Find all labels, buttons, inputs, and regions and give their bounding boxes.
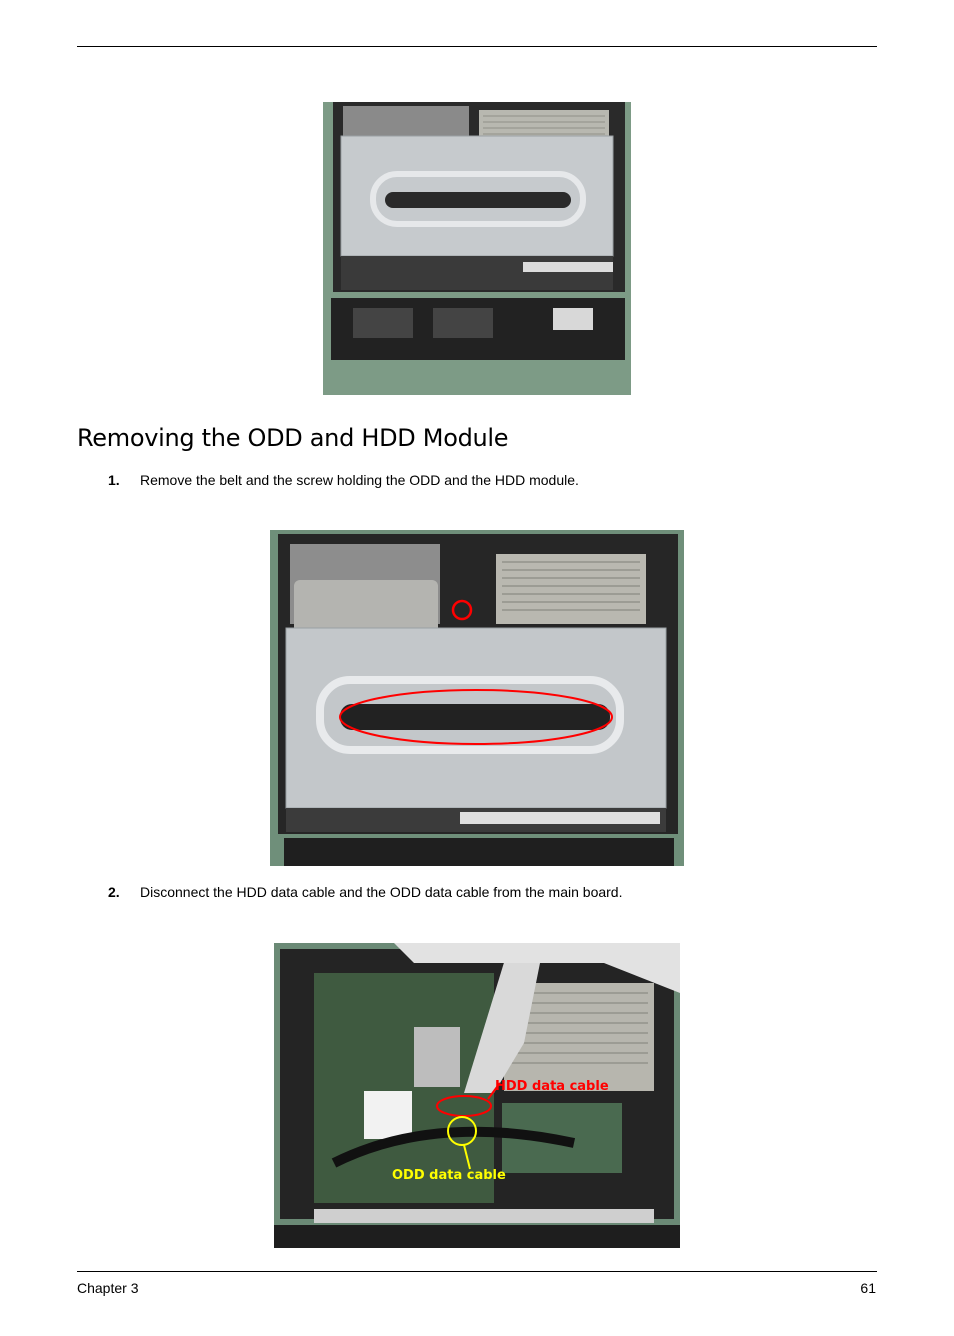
section-title: Removing the ODD and HDD Module bbox=[77, 424, 509, 452]
step-text: Disconnect the HDD data cable and the ODD data cable from the main board. bbox=[140, 884, 623, 900]
odd-cable-label: ODD data cable bbox=[392, 1168, 506, 1183]
header-rule bbox=[77, 46, 877, 47]
footer-page-number: 61 bbox=[860, 1280, 876, 1296]
odd-hdd-belt-photo bbox=[270, 530, 684, 866]
chassis-top-photo bbox=[323, 102, 631, 395]
data-cables-photo bbox=[274, 943, 680, 1248]
step-text: Remove the belt and the screw holding the ODD and the HDD module. bbox=[140, 472, 579, 488]
hdd-cable-label: HDD data cable bbox=[495, 1079, 609, 1094]
step-number: 2. bbox=[108, 884, 120, 900]
footer-chapter: Chapter 3 bbox=[77, 1280, 139, 1296]
step-number: 1. bbox=[108, 472, 120, 488]
footer-rule bbox=[77, 1271, 877, 1272]
